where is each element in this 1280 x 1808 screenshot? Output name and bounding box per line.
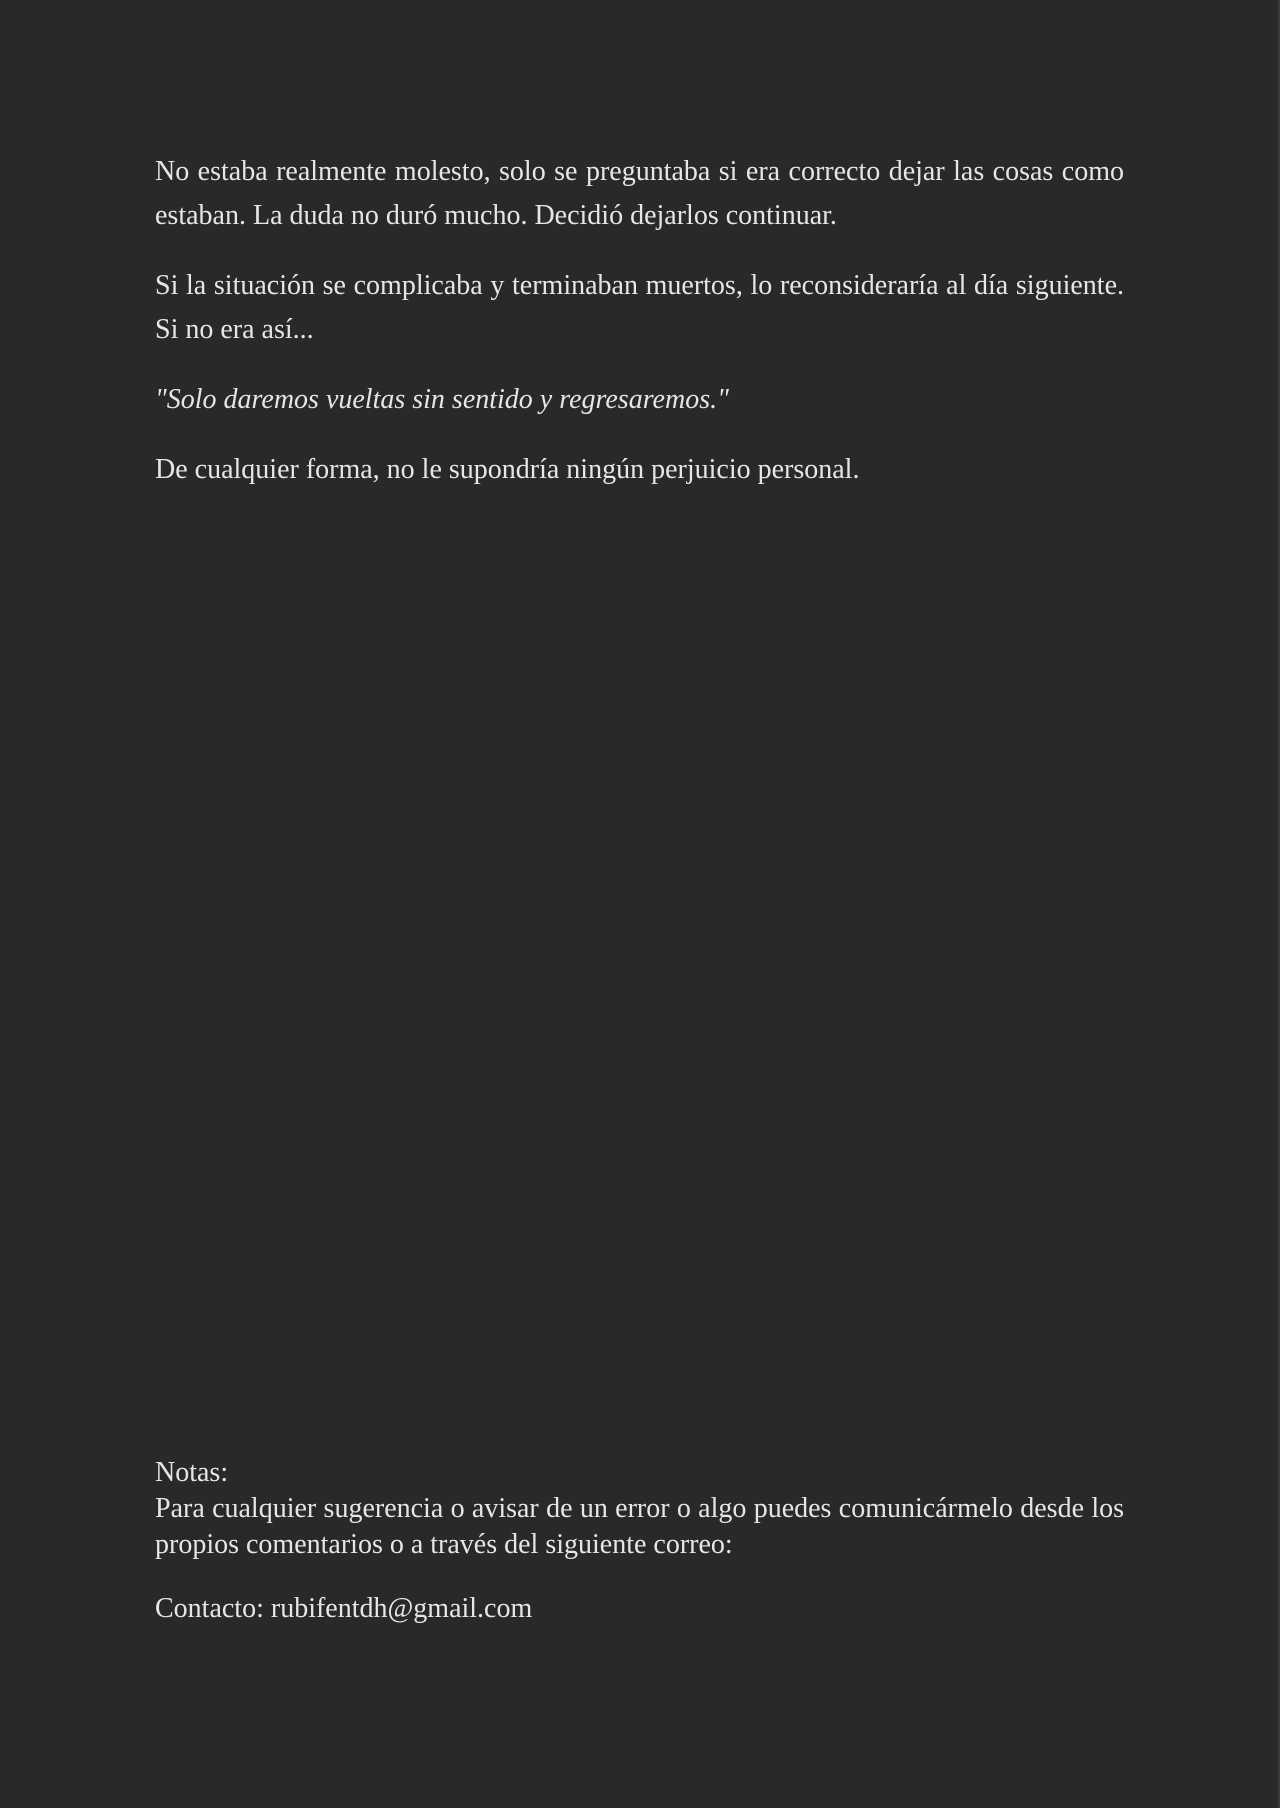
notes-body: Para cualquier sugerencia o avisar de un error o algo puedes comunicármelo desde los propios comentarios o a través del siguiente correo: [155, 1493, 1124, 1560]
story-text [155, 150, 1124, 518]
notes-section [155, 1455, 1124, 1627]
paragraph: Si la situación se complicaba y terminaban muertos, lo reconsideraría al día siguiente. Si no era así... [155, 270, 1124, 345]
notes-heading: Notas: [155, 1457, 229, 1488]
paragraph: De cualquier forma, no le supondría ningún perjuicio personal. [155, 454, 860, 485]
paragraph: No estaba realmente molesto, solo se preguntaba si era correcto dejar las cosas como estaban. La duda no duró mucho. Decidió dejarlos continuar. [155, 156, 1124, 231]
contact-email: Contacto: rubifentdh@gmail.com [155, 1593, 533, 1624]
italic-quote: "Solo daremos vueltas sin sentido y regresaremos." [155, 384, 729, 415]
